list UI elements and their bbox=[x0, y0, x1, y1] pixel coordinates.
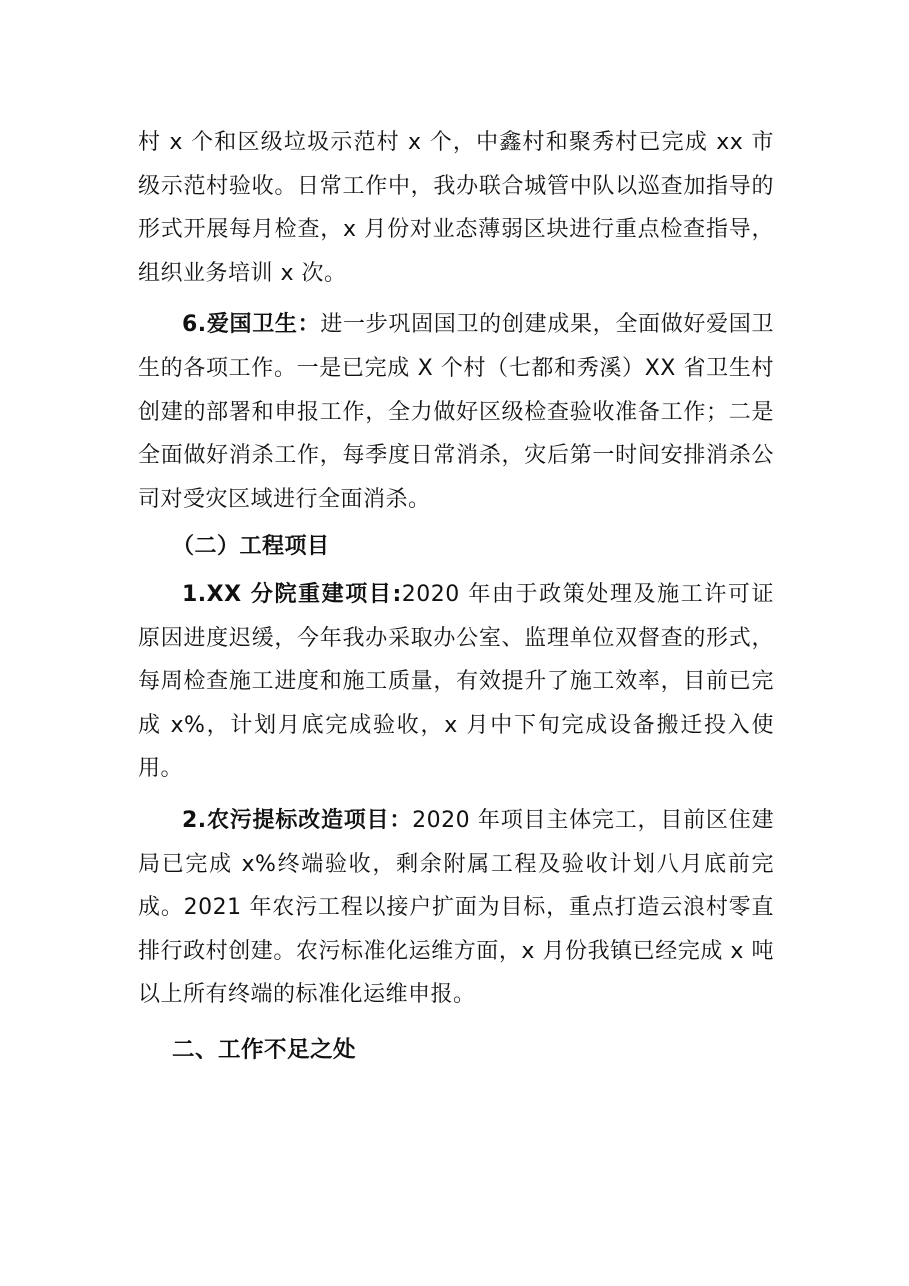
paragraph-text: 村 x 个和区级垃圾示范村 x 个，中鑫村和聚秀村已完成 xx 市级示范村验收。日常工作中，我办联合城管中队以巡查加指导的形式开展每月检查，x 月份对业态薄弱区块进行重点检查指导，组织业务培训 x 次。 bbox=[138, 130, 774, 286]
paragraph-patriotic-health bbox=[138, 303, 774, 521]
paragraph-text: 2020 年由于政策处理及施工许可证原因进度迟缓，今年我办采取办公室、监理单位双督查的形式，每周检查施工进度和施工质量，有效提升了施工效率，目前已完成 x%，计划月底完成验收，x 月中下旬完成设备搬迁投入使用。 bbox=[138, 581, 775, 782]
paragraph-text: 进一步巩固国卫的创建成果，全面做好爱国卫生的各项工作。一是已完成 X 个村（七都和秀溪）XX 省卫生村创建的部署和申报工作，全力做好区级检查验收准备工作；二是全面做好消杀工作，每季度日常消杀，灾后第一时间安排消杀公司对受灾区域进行全面消杀。 bbox=[138, 312, 774, 512]
paragraph-label: 1.XX 分院重建项目: bbox=[182, 581, 402, 607]
heading-text: 二、工作不足之处 bbox=[172, 1036, 357, 1063]
paragraph-village-demo bbox=[138, 121, 774, 295]
section-heading-engineering bbox=[138, 525, 774, 569]
paragraph-sewage-upgrade bbox=[138, 799, 774, 1017]
paragraph-label: 2.农污提标改造项目： bbox=[182, 807, 413, 833]
document-page bbox=[138, 121, 774, 1072]
heading-text: （二）工程项目 bbox=[172, 534, 330, 560]
section-heading-shortcomings bbox=[138, 1029, 774, 1073]
paragraph-branch-rebuild bbox=[138, 573, 774, 791]
paragraph-label: 6.爱国卫生： bbox=[182, 312, 321, 338]
paragraph-text: 2020 年项目主体完工，目前区住建局已完成 x%终端验收，剩余附属工程及验收计划八月底前完成。2021 年农污工程以接户扩面为目标，重点打造云浪村零直排行政村创建。农污标准化运维方面，x 月份我镇已经完成 x 吨以上所有终端的标准化运维申报。 bbox=[138, 807, 775, 1008]
